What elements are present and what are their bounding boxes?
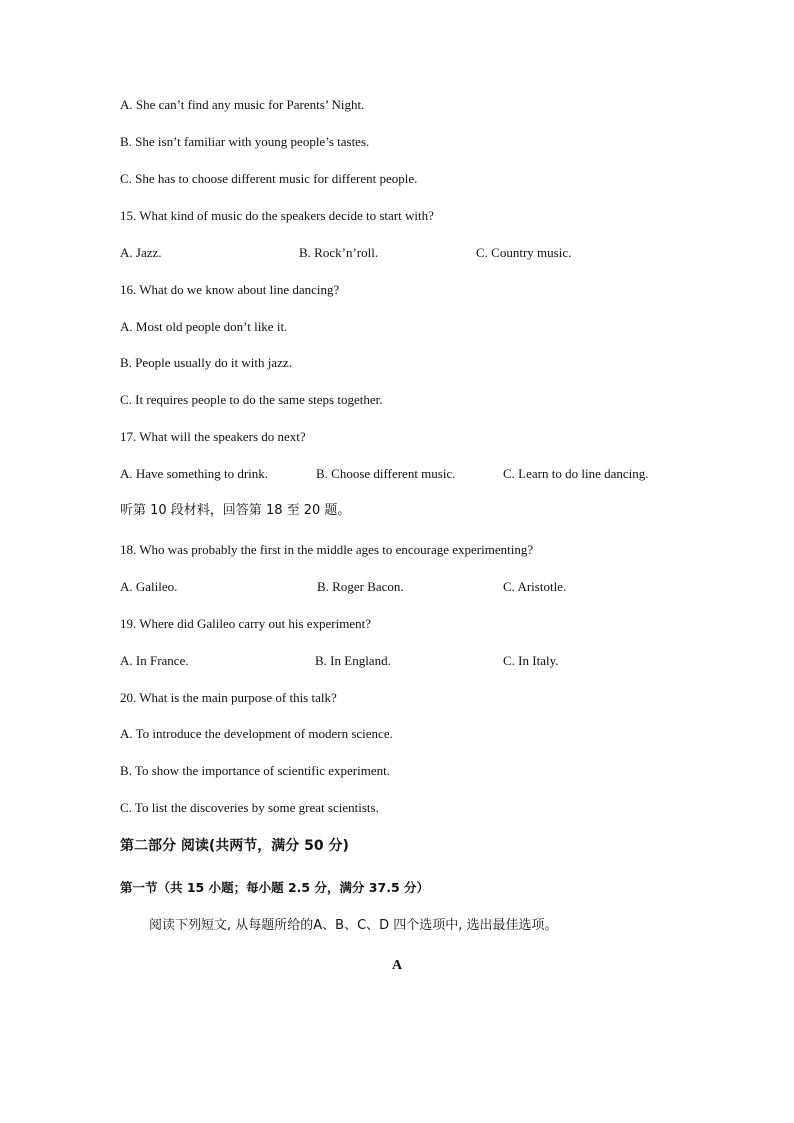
q19-option-b: B. In England. (315, 653, 391, 668)
q15-option-a: A. Jazz. (120, 245, 162, 260)
q19-question: 19. Where did Galileo carry out his experiment? (120, 616, 372, 631)
q17-option-b: B. Choose different music. (316, 466, 456, 481)
q19-option-a: A. In France. (120, 653, 189, 668)
q19-option-c: C. In Italy. (503, 653, 559, 668)
q15-option-b: B. Rock’n’roll. (299, 245, 379, 260)
q20-option-a: A. To introduce the development of modern science. (120, 726, 393, 741)
q16-option-a: A. Most old people don’t like it. (120, 319, 288, 334)
q14-option-c: C. She has to choose different music for different people. (120, 171, 418, 186)
q16-option-b: B. People usually do it with jazz. (120, 355, 292, 370)
passage-10-instruction: 听第 10 段材料，回答第 18 至 20 题。 (120, 503, 351, 518)
q17-question: 17. What will the speakers do next? (120, 429, 306, 444)
part2-title: 第二部分 阅读(共两节，满分 50 分) (120, 838, 349, 854)
q18-question: 18. Who was probably the first in the middle ages to encourage experimenting? (120, 542, 534, 557)
q18-option-c: C. Aristotle. (503, 579, 567, 594)
reading-instruction: 阅读下列短文, 从每题所给的A、B、C、D 四个选项中, 选出最佳选项。 (149, 918, 558, 933)
q15-option-c: C. Country music. (476, 245, 572, 260)
q20-question: 20. What is the main purpose of this talk? (120, 690, 337, 705)
section1-title: 第一节（共 15 小题；每小题 2.5 分，满分 37.5 分） (120, 880, 429, 895)
q18-option-b: B. Roger Bacon. (317, 579, 404, 594)
q18-option-a: A. Galileo. (120, 579, 178, 594)
q15-question: 15. What kind of music do the speakers decide to start with? (120, 208, 434, 223)
q14-option-a: A. She can’t find any music for Parents’ Night. (120, 97, 365, 112)
q16-option-c: C. It requires people to do the same steps together. (120, 392, 383, 407)
q17-option-c: C. Learn to do line dancing. (503, 466, 649, 481)
q17-option-a: A. Have something to drink. (120, 466, 269, 481)
q20-option-b: B. To show the importance of scientific experiment. (120, 763, 390, 778)
q14-option-b: B. She isn’t familiar with young people’s tastes. (120, 134, 370, 149)
passage-label: A (391, 958, 403, 973)
q16-question: 16. What do we know about line dancing? (120, 282, 340, 297)
q20-option-c: C. To list the discoveries by some great scientists. (120, 800, 379, 815)
